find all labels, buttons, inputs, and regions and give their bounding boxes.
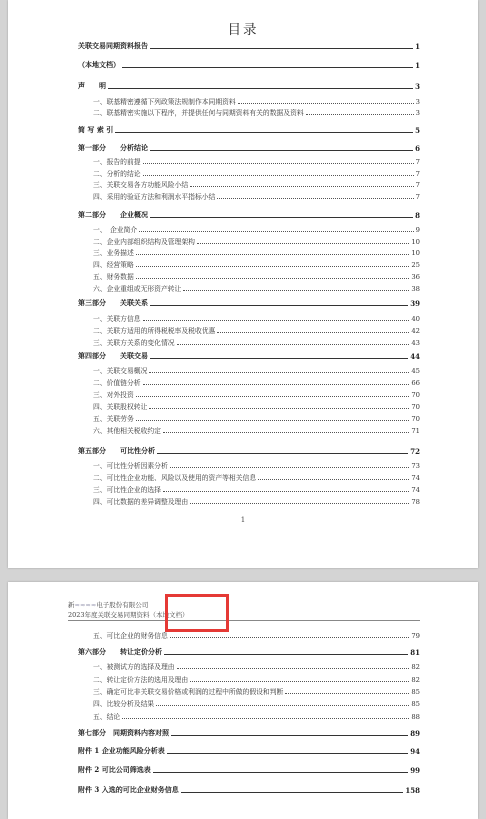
dot-leader <box>170 636 410 638</box>
toc-entry-title: 附件 1 企业功能风险分析表 <box>78 746 165 755</box>
toc-entry-title: 声 明 <box>78 81 106 90</box>
toc-subsection-entry[interactable] <box>93 324 420 335</box>
toc-entry-title: 二、联基精密实施以下程序，并提供任何与同期资料有关的数据及资料 <box>93 109 304 117</box>
dot-leader <box>157 452 408 454</box>
toc-subsection-entry[interactable] <box>93 459 420 470</box>
toc-entry-title: 第五部分 可比性分析 <box>78 446 155 455</box>
toc-entry-page-number: 7 <box>415 181 420 189</box>
toc-subsection-entry[interactable] <box>93 106 420 117</box>
toc-entry-page-number: 9 <box>415 226 420 234</box>
toc-entry-title: 一、被测试方的选择及理由 <box>93 663 175 671</box>
toc-entry-page-number: 85 <box>411 700 420 708</box>
toc-entry-page-number: 7 <box>415 193 420 201</box>
toc-entry-page-number: 3 <box>415 82 420 91</box>
dot-leader <box>150 216 413 218</box>
toc-entry-title: 四、比较分析及结果 <box>93 700 155 708</box>
toc-entry-title: 第七部分 同期资料内容对照 <box>78 728 169 737</box>
toc-subsection-entry[interactable] <box>93 412 420 423</box>
toc-entry-title: 二、转让定价方法的选用及理由 <box>93 676 189 684</box>
toc-entry-page-number: 3 <box>415 98 420 106</box>
toc-entry-title: 一、可比性分析因素分析 <box>93 462 168 470</box>
dot-leader <box>108 87 413 89</box>
red-highlight-box <box>165 594 229 632</box>
dot-leader <box>163 431 409 433</box>
toc-entry-title: 一、联基精密遵循下列政策法规制作本同期资料 <box>93 98 236 106</box>
toc-entry-title: 五、关联劳务 <box>93 415 134 423</box>
toc-entry-page-number: 89 <box>410 729 420 738</box>
toc-entry-title: 四、可比数据的差异调整及理由 <box>93 498 189 506</box>
dot-leader <box>258 478 409 480</box>
dot-leader <box>143 319 410 321</box>
dot-leader <box>177 667 410 669</box>
toc-subsection-entry[interactable] <box>93 282 420 293</box>
dot-leader <box>136 253 410 255</box>
dot-leader <box>217 197 413 199</box>
toc-entry-page-number: 8 <box>415 211 420 220</box>
page-number: 1 <box>240 516 246 524</box>
toc-subsection-entry[interactable] <box>93 190 420 201</box>
toc-section-entry[interactable] <box>78 80 420 91</box>
toc-entry-page-number: 38 <box>411 285 420 293</box>
dot-leader <box>136 277 410 279</box>
toc-section-entry[interactable] <box>78 124 420 135</box>
toc-entry-title: 四、采用的验证方法和利润水平指标小结 <box>93 193 216 201</box>
toc-section-entry[interactable] <box>78 745 420 756</box>
dot-leader <box>153 771 409 773</box>
toc-entry-title: 二、分析的结论 <box>93 170 141 178</box>
toc-entry-page-number: 40 <box>411 315 420 323</box>
dot-leader <box>143 174 414 176</box>
toc-entry-title: 第一部分 分析结论 <box>78 143 148 152</box>
toc-entry-title: 一、报告的前提 <box>93 158 141 166</box>
toc-entry-title: 二、可比性企业功能、风险以及使用的资产等相关信息 <box>93 474 257 482</box>
header-company-prefix: 新 <box>68 601 75 609</box>
redacted-text: ≈≈≈≈ <box>74 601 97 609</box>
toc-entry-page-number: 10 <box>411 249 420 257</box>
toc-entry-page-number: 79 <box>411 632 420 640</box>
toc-section-entry[interactable] <box>78 764 420 775</box>
toc-entry-page-number: 94 <box>410 747 420 756</box>
toc-entry-page-number: 70 <box>411 415 420 423</box>
dot-leader <box>149 407 409 409</box>
toc-entry-page-number: 85 <box>411 688 420 696</box>
toc-subsection-entry[interactable] <box>93 223 420 234</box>
toc-entry-title: 五、结论 <box>93 713 121 721</box>
toc-subsection-entry[interactable] <box>93 246 420 257</box>
toc-subsection-entry[interactable] <box>93 483 420 494</box>
header-company-name <box>68 600 148 609</box>
toc-subsection-entry[interactable] <box>93 270 420 281</box>
toc-entry-title: 二、价值链分析 <box>93 379 141 387</box>
toc-entry-page-number: 3 <box>415 109 420 117</box>
toc-entry-page-number: 1 <box>415 61 420 70</box>
toc-entry-page-number: 74 <box>411 474 420 482</box>
toc-entry-page-number: 36 <box>411 273 420 281</box>
dot-leader <box>122 66 413 68</box>
toc-entry-title: 一、 企业简介 <box>93 226 138 234</box>
dot-leader <box>115 131 413 133</box>
toc-subsection-entry[interactable] <box>93 312 420 323</box>
toc-subsection-entry[interactable] <box>93 336 420 347</box>
toc-entry-page-number: 45 <box>411 367 420 375</box>
toc-subsection-entry[interactable] <box>93 400 420 411</box>
toc-subsection-entry[interactable] <box>93 235 420 246</box>
toc-entry-title: 六、其他相关税收约定 <box>93 427 161 435</box>
toc-entry-page-number: 44 <box>410 352 420 361</box>
toc-section-entry[interactable] <box>78 40 420 51</box>
dot-leader <box>122 717 409 719</box>
dot-leader <box>156 704 409 706</box>
toc-entry-page-number: 72 <box>410 447 420 456</box>
toc-subsection-entry[interactable] <box>93 660 420 671</box>
dot-leader <box>181 791 404 793</box>
toc-entry-title: 五、可比企业的财务信息 <box>93 632 168 640</box>
toc-subsection-entry[interactable] <box>93 258 420 269</box>
toc-entry-page-number: 70 <box>411 391 420 399</box>
dot-leader <box>190 680 409 682</box>
toc-entry-title: 三、对外投资 <box>93 391 134 399</box>
header-company-suffix: 电子股份有限公司 <box>96 601 149 609</box>
toc-entry-page-number: 7 <box>415 170 420 178</box>
toc-subsection-entry[interactable] <box>93 167 420 178</box>
dot-leader <box>139 230 413 232</box>
dot-leader <box>150 304 408 306</box>
toc-entry-page-number: 42 <box>411 327 420 335</box>
toc-entry-title: 四、关联股权转让 <box>93 403 148 411</box>
toc-entry-title: 一、关联交易概况 <box>93 367 148 375</box>
header-divider <box>68 620 420 621</box>
toc-section-entry[interactable] <box>78 445 420 456</box>
toc-subsection-entry[interactable] <box>93 629 420 640</box>
toc-subsection-entry[interactable] <box>93 685 420 696</box>
toc-entry-page-number: 70 <box>411 403 420 411</box>
toc-entry-page-number: 158 <box>405 786 420 795</box>
toc-entry-title: 第六部分 转让定价分析 <box>78 647 162 656</box>
toc-entry-page-number: 71 <box>411 427 420 435</box>
dot-leader <box>150 357 408 359</box>
toc-entry-title: 三、确定可比非关联交易价格或利润的过程中所做的假设和判断 <box>93 688 284 696</box>
header-report-title: 2023年度关联交易同期资料（本地文档） <box>68 611 189 619</box>
dot-leader <box>190 502 409 504</box>
toc-entry-page-number: 39 <box>410 299 420 308</box>
toc-entry-title: 关联交易同期资料报告 <box>78 41 148 50</box>
toc-entry-title: 四、经营策略 <box>93 261 134 269</box>
dot-leader <box>171 734 408 736</box>
dot-leader <box>217 331 409 333</box>
dot-leader <box>238 102 414 104</box>
toc-title: 目录 <box>227 22 259 38</box>
dot-leader <box>143 162 414 164</box>
toc-section-entry[interactable] <box>78 784 420 795</box>
dot-leader <box>150 47 413 49</box>
dot-leader <box>170 466 410 468</box>
dot-leader <box>163 490 409 492</box>
toc-section-entry[interactable] <box>78 727 420 738</box>
dot-leader <box>136 419 410 421</box>
toc-entry-page-number: 5 <box>415 126 420 135</box>
dot-leader <box>143 383 410 385</box>
toc-entry-page-number: 74 <box>411 486 420 494</box>
toc-subsection-entry[interactable] <box>93 673 420 684</box>
toc-entry-page-number: 82 <box>411 676 420 684</box>
toc-entry-page-number: 25 <box>411 261 420 269</box>
toc-subsection-entry[interactable] <box>93 697 420 708</box>
toc-entry-title: 六、企业重组或无形资产转让 <box>93 285 182 293</box>
toc-entry-page-number: 99 <box>410 766 420 775</box>
toc-entry-title: 第三部分 关联关系 <box>78 298 148 307</box>
dot-leader <box>167 752 409 754</box>
toc-subsection-entry[interactable] <box>93 364 420 375</box>
toc-entry-title: 二、企业内部组织结构及管理架构 <box>93 238 195 246</box>
dot-leader <box>136 395 410 397</box>
toc-subsection-entry[interactable] <box>93 710 420 721</box>
dot-leader <box>190 185 414 187</box>
toc-entry-page-number: 82 <box>411 663 420 671</box>
toc-section-entry[interactable] <box>78 646 420 657</box>
toc-entry-title: 三、关联交易各方功能风险小结 <box>93 181 189 189</box>
dot-leader <box>285 692 409 694</box>
toc-subsection-entry[interactable] <box>93 388 420 399</box>
toc-subsection-entry[interactable] <box>93 95 420 106</box>
dot-leader <box>183 289 409 291</box>
toc-entry-title: 三、可比性企业的选择 <box>93 486 161 494</box>
toc-subsection-entry[interactable] <box>93 376 420 387</box>
toc-section-entry[interactable] <box>78 297 420 308</box>
toc-entry-page-number: 66 <box>411 379 420 387</box>
toc-entry-page-number: 43 <box>411 339 420 347</box>
toc-entry-title: 简 写 索 引 <box>78 125 114 134</box>
toc-subsection-entry[interactable] <box>93 155 420 166</box>
toc-entry-title: 附件 2 可比公司筛选表 <box>78 765 151 774</box>
toc-subsection-entry[interactable] <box>93 178 420 189</box>
toc-entry-page-number: 73 <box>411 462 420 470</box>
toc-subsection-entry[interactable] <box>93 471 420 482</box>
dot-leader <box>150 149 413 151</box>
toc-entry-page-number: 81 <box>410 648 420 657</box>
toc-entry-page-number: 7 <box>415 158 420 166</box>
dot-leader <box>164 653 408 655</box>
toc-entry-title: 三、关联方关系的变化情况 <box>93 339 175 347</box>
toc-subsection-entry[interactable] <box>93 495 420 506</box>
toc-entry-title: 第四部分 关联交易 <box>78 351 148 360</box>
toc-entry-page-number: 88 <box>411 713 420 721</box>
dot-leader <box>149 371 409 373</box>
toc-entry-page-number: 1 <box>415 42 420 51</box>
dot-leader <box>197 242 409 244</box>
document-page-2 <box>8 582 478 819</box>
toc-section-entry[interactable] <box>78 59 420 70</box>
toc-entry-page-number: 78 <box>411 498 420 506</box>
toc-section-entry[interactable] <box>78 350 420 361</box>
toc-entry-title: 一、关联方信息 <box>93 315 141 323</box>
toc-subsection-entry[interactable] <box>93 424 420 435</box>
toc-section-entry[interactable] <box>78 209 420 220</box>
toc-entry-title: （本地文档） <box>78 60 120 69</box>
toc-entry-title: 第二部分 企业概况 <box>78 210 148 219</box>
toc-entry-page-number: 10 <box>411 238 420 246</box>
toc-entry-title: 二、关联方适用的所得税税率及税收优惠 <box>93 327 216 335</box>
toc-entry-page-number: 6 <box>415 144 420 153</box>
toc-entry-title: 三、业务描述 <box>93 249 134 257</box>
dot-leader <box>136 265 410 267</box>
document-page-1 <box>8 0 478 568</box>
dot-leader <box>177 343 410 345</box>
toc-entry-title: 附件 3 入选的可比企业财务信息 <box>78 785 179 794</box>
dot-leader <box>306 113 414 115</box>
toc-section-entry[interactable] <box>78 142 420 153</box>
toc-entry-title: 五、财务数据 <box>93 273 134 281</box>
